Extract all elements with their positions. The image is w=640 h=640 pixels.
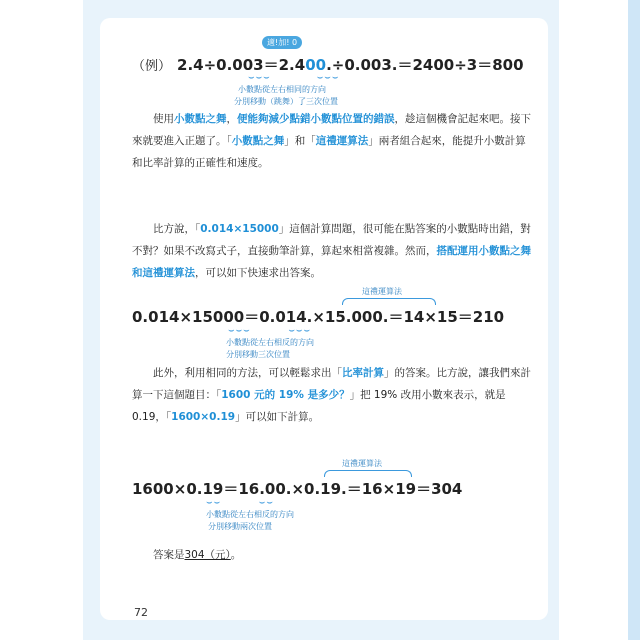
answer-value: 304（元）	[184, 549, 231, 561]
eq3-brace-label: 這禮運算法	[342, 459, 382, 468]
example-label: （例）	[132, 59, 172, 74]
answer-label: 答案是	[153, 549, 185, 561]
para1-bold-a: 小數點之舞	[174, 113, 227, 125]
example-eq-added-zeros: 00	[305, 56, 327, 74]
add-zero-tag: 適!加! 0	[262, 36, 302, 49]
eq2-brace	[342, 298, 436, 305]
eq3-move-arcs: ⌣⌣ ⌣⌣	[206, 497, 274, 508]
eq2-brace-label: 這禮運算法	[362, 287, 402, 296]
para1-text-c: ，趁這個機會記起來吧。接下來就要進入正題了。「	[132, 113, 531, 147]
equation-2: 0.014×15000＝0.014.×15.000.＝14×15＝210	[132, 308, 505, 326]
paragraph-2	[132, 218, 532, 284]
answer-end: 。	[230, 549, 242, 561]
eq2-note-1: 小數點從左右相反的方向	[226, 338, 314, 347]
paragraph-1	[132, 108, 532, 174]
example-note-2: 分別移動（跳舞）了三次位置	[234, 97, 338, 106]
para3-text-a: 此外，利用相同的方法，可以輕鬆求出「	[153, 367, 342, 379]
eq3-note-1: 小數點從左右相反的方向	[206, 510, 294, 519]
equation-3: 1600×0.19＝16.00.×0.19.＝16×19＝304	[132, 480, 463, 498]
para1-bold-d: 這禮運算法	[315, 135, 369, 147]
side-bar	[628, 0, 640, 640]
para3-text-d: 」可以如下計算。	[235, 411, 320, 423]
para1-text-b: ，	[226, 113, 237, 125]
eq2-note-2: 分別移動三次位置	[226, 350, 290, 359]
para1-bold-b: 便能夠減少點錯小數點位置的錯誤	[237, 113, 395, 125]
paragraph-3	[132, 362, 532, 428]
para3-text-c: 」把 19% 改用小數來表示，就是 0.19，「	[132, 389, 506, 423]
answer-line	[132, 544, 532, 566]
example-eq-part2: .÷0.003.＝2400÷3＝800	[326, 56, 524, 74]
para3-bold-b: 1600 元的 19% 是多少？	[221, 389, 350, 401]
example-note-1: 小數點從左右相同的方向	[238, 85, 326, 94]
para2-text-c: ，可以如下快速求出答案。	[195, 267, 321, 279]
para3-bold-a: 比率計算	[342, 367, 384, 379]
eq3-brace	[324, 470, 412, 477]
para2-text-b: 」這個計算問題，很可能在點答案的小數點時出錯，對不對？如果不改寫式子，直接動筆計算，算起來相當複雜。然而，	[132, 223, 531, 257]
example-move-arcs: ⌣⌣⌣ ⌣⌣⌣	[248, 72, 340, 83]
eq2-move-arcs: ⌣⌣⌣ ⌣⌣⌣	[228, 325, 312, 336]
para1-text-d: 」和「	[284, 135, 316, 147]
example-eq-part1: 2.4÷0.003＝2.4	[177, 56, 306, 74]
content-area	[110, 22, 546, 628]
para3-text-b: 」的答案。比方說，讓我們來計算一下這個題目：「	[132, 367, 531, 401]
para1-text-a: 使用	[153, 113, 174, 125]
para1-bold-c: 小數點之舞	[231, 135, 285, 147]
page-number: 72	[134, 606, 148, 619]
eq3-note-2: 分別移動兩次位置	[208, 522, 272, 531]
para2-bold-b: 搭配運用小數點之舞和這禮運算法	[132, 245, 531, 279]
para2-text-a: 比方說，「	[153, 223, 201, 235]
para3-bold-c: 1600×0.19	[171, 411, 236, 423]
para1-text-e: 」兩者組合起來，能提升小數計算和比率計算的正確性和速度。	[132, 135, 526, 169]
para2-bold-a: 0.014×15000	[200, 223, 279, 235]
